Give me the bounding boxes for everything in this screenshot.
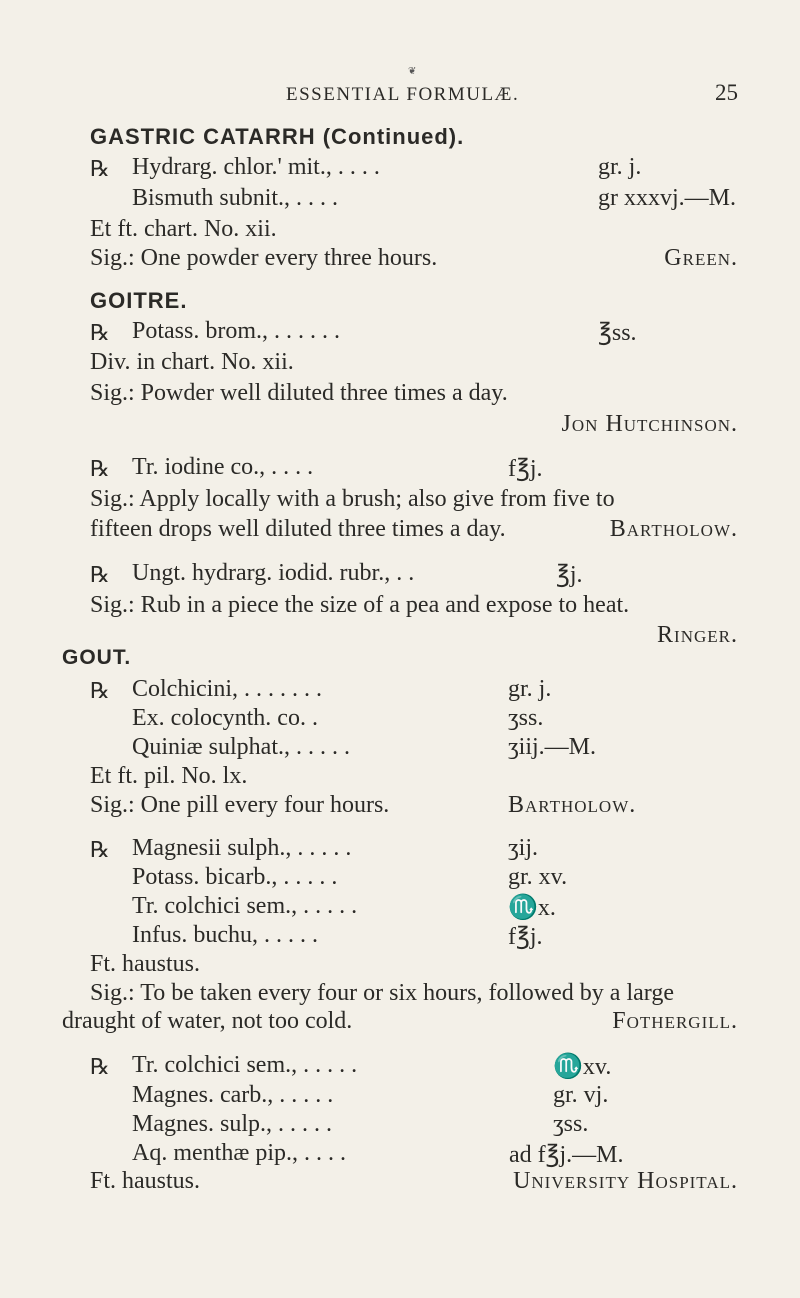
ingredient-dose: gr xxxvj.—M. bbox=[598, 185, 736, 211]
ingredient-name: Potass. bicarb., . . . . . bbox=[132, 864, 338, 890]
rx-symbol: ℞ bbox=[90, 1054, 110, 1079]
signa-instruction-continued: draught of water, not too cold. bbox=[62, 1008, 353, 1034]
signa-instruction: Sig.: Powder well diluted three times a day. bbox=[90, 380, 508, 406]
ingredient-dose: gr. j. bbox=[598, 154, 642, 180]
ingredient-dose: ♏xv. bbox=[553, 1054, 612, 1080]
rx-symbol: ℞ bbox=[90, 320, 110, 345]
ingredient-name: Magnes. carb., . . . . . bbox=[132, 1082, 334, 1108]
preparation-note: Ft. haustus. bbox=[90, 951, 201, 977]
ingredient-dose: ♏x. bbox=[508, 895, 556, 921]
ingredient-dose: gr. vj. bbox=[553, 1082, 609, 1108]
author-attribution: Ringer. bbox=[657, 622, 738, 648]
ingredient-dose: f℥j. bbox=[508, 924, 543, 950]
ingredient-name: Quiniæ sulphat., . . . . . bbox=[132, 734, 351, 760]
ingredient-dose: ʒiij.—M. bbox=[508, 734, 596, 760]
ingredient-dose: ℥j. bbox=[556, 562, 583, 588]
ingredient-dose: gr. j. bbox=[508, 676, 552, 702]
signa-instruction: Sig.: To be taken every four or six hours, followed by a large bbox=[90, 980, 674, 1006]
running-head-title: ESSENTIAL FORMULÆ. bbox=[286, 84, 520, 105]
section-heading-gastric-catarrh: GASTRIC CATARRH (Continued). bbox=[90, 124, 465, 149]
ingredient-dose: ad f℥j.—M. bbox=[509, 1142, 624, 1168]
ingredient-name: Magnes. sulp., . . . . . bbox=[132, 1111, 332, 1137]
signa-instruction: Sig.: One pill every four hours. bbox=[90, 792, 390, 818]
ingredient-name: Tr. iodine co., . . . . bbox=[132, 454, 314, 480]
ingredient-name: Colchicini, . . . . . . . bbox=[132, 676, 322, 702]
ingredient-name: Magnesii sulph., . . . . . bbox=[132, 835, 352, 861]
rx-symbol: ℞ bbox=[90, 456, 110, 481]
author-attribution: Bartholow. bbox=[609, 516, 738, 542]
rx-symbol: ℞ bbox=[90, 837, 110, 862]
rx-symbol: ℞ bbox=[90, 562, 110, 587]
rx-symbol: ℞ bbox=[90, 678, 110, 703]
author-attribution: University Hospital. bbox=[513, 1168, 738, 1194]
rx-symbol: ℞ bbox=[90, 156, 110, 181]
ingredient-dose: ℥ss. bbox=[598, 320, 637, 346]
ingredient-dose: gr. xv. bbox=[508, 864, 568, 890]
ingredient-name: Hydrarg. chlor.' mit., . . . . bbox=[132, 154, 380, 180]
ingredient-name: Tr. colchici sem., . . . . . bbox=[132, 1052, 358, 1078]
preparation-note: Et ft. pil. No. lx. bbox=[90, 763, 248, 789]
preparation-note: Div. in chart. No. xii. bbox=[90, 349, 294, 375]
preparation-note: Ft. haustus. bbox=[90, 1168, 201, 1194]
printer-ornament: ❦ bbox=[408, 66, 417, 77]
page-number: 25 bbox=[715, 80, 738, 105]
ingredient-dose: ʒij. bbox=[508, 835, 538, 861]
ingredient-dose: ʒss. bbox=[553, 1111, 589, 1137]
signa-instruction: Sig.: One powder every three hours. bbox=[90, 245, 438, 271]
author-attribution: Green. bbox=[664, 245, 738, 271]
signa-instruction-continued: fifteen drops well diluted three times a day. bbox=[90, 516, 506, 542]
ingredient-name: Aq. menthæ pip., . . . . bbox=[132, 1140, 346, 1166]
ingredient-name: Ungt. hydrarg. iodid. rubr., . . bbox=[132, 560, 415, 586]
ingredient-dose: ʒss. bbox=[508, 705, 544, 731]
ingredient-name: Infus. buchu, . . . . . bbox=[132, 922, 318, 948]
section-heading-gout: GOUT. bbox=[62, 646, 132, 669]
signa-instruction: Sig.: Apply locally with a brush; also give from five to bbox=[90, 486, 615, 512]
preparation-note: Et ft. chart. No. xii. bbox=[90, 216, 277, 242]
signa-instruction: Sig.: Rub in a piece the size of a pea and expose to heat. bbox=[90, 592, 630, 618]
ingredient-name: Bismuth subnit., . . . . bbox=[132, 185, 339, 211]
author-attribution: Fothergill. bbox=[612, 1008, 738, 1034]
ingredient-dose: f℥j. bbox=[508, 456, 543, 482]
section-heading-goitre: GOITRE. bbox=[90, 288, 188, 313]
ingredient-name: Ex. colocynth. co. . bbox=[132, 705, 318, 731]
ingredient-name: Potass. brom., . . . . . . bbox=[132, 318, 341, 344]
author-attribution: Jon Hutchinson. bbox=[561, 411, 738, 437]
ingredient-name: Tr. colchici sem., . . . . . bbox=[132, 893, 358, 919]
author-attribution: Bartholow. bbox=[508, 792, 637, 818]
